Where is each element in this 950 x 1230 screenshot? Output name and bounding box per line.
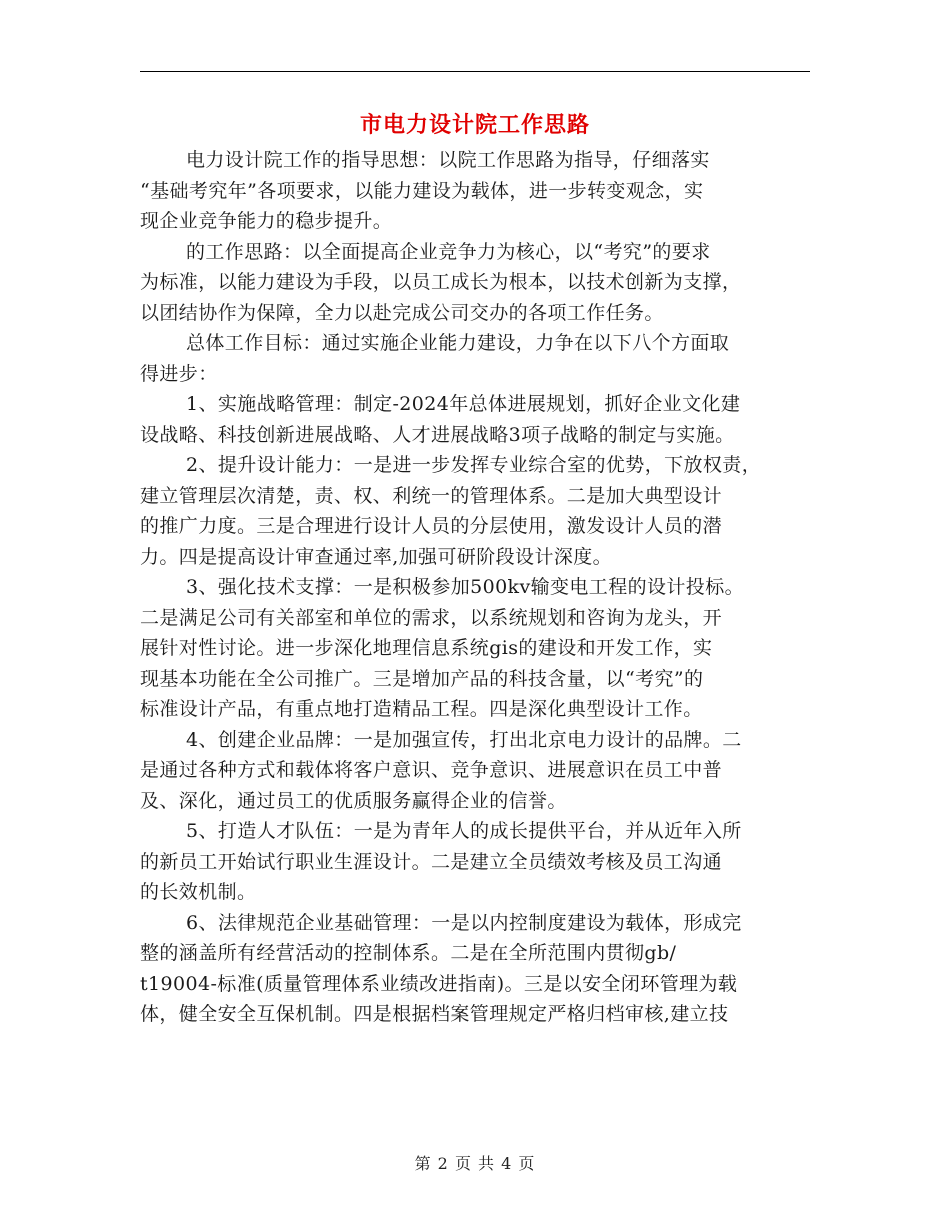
text-line: 是通过各种方式和载体将客户意识、竞争意识、进展意识在员工中普 xyxy=(140,759,723,781)
text-line: 二是满足公司有关部室和单位的需求，以系统规划和咨询为龙头，开 xyxy=(140,606,723,629)
text-line: 现企业竞争能力的稳步提升。 xyxy=(140,210,393,232)
text-line: t19004-标准(质量管理体系业绩改进指南)。三是以安全闭环管理为载 xyxy=(140,972,738,995)
text-line: 2、提升设计能力：一是进一步发挥专业综合室的优势，下放权责， xyxy=(186,454,762,476)
text-line: 展针对性讨论。进一步深化地理信息系统gis的建设和开发工作，实 xyxy=(140,637,713,659)
text-line: 建立管理层次清楚，责、权、利统一的管理体系。二是加大典型设计 xyxy=(140,484,723,507)
document-title: 市电力设计院工作思路 xyxy=(359,112,590,138)
text-line: 的推广力度。三是合理进行设计人员的分层使用，激发设计人员的潜 xyxy=(140,515,723,537)
text-line: 体，健全安全互保机制。四是根据档案管理规定严格归档审核,建立技 xyxy=(140,1003,729,1025)
header-rule xyxy=(140,71,810,72)
text-line: 力。四是提高设计审查通过率,加强可研阶段设计深度。 xyxy=(140,545,613,568)
text-line: 电力设计院工作的指导思想：以院工作思路为指导，仔细落实 xyxy=(186,149,710,171)
text-line: 以团结协作为保障，全力以赴完成公司交办的各项工作任务。 xyxy=(140,301,664,324)
text-line: 总体工作目标：通过实施企业能力建设，力争在以下八个方面取 xyxy=(186,332,730,354)
text-line: 得进步： xyxy=(140,362,218,385)
text-line: 6、法律规范企业基础管理：一是以内控制度建设为载体，形成完 xyxy=(186,911,742,934)
text-line: 及、深化，通过员工的优质服务赢得企业的信誉。 xyxy=(140,789,567,812)
page-number-footer: 第 2 页 共 4 页 xyxy=(414,1154,536,1173)
text-line: 3、强化技术支撑：一是积极参加500kv输变电工程的设计投标。 xyxy=(186,576,745,598)
text-line: “基础考究年”各项要求，以能力建设为载体，进一步转变观念，实 xyxy=(140,179,704,202)
text-line: 整的涵盖所有经营活动的控制体系。二是在全所范围内贯彻gb/ xyxy=(140,942,677,964)
text-line: 的工作思路：以全面提高企业竞争力为核心，以“考究”的要求 xyxy=(186,240,711,263)
text-line: 5、打造人才队伍：一是为青年人的成长提供平台，并从近年入所 xyxy=(186,820,742,842)
text-line: 4、创建企业品牌：一是加强宣传，打出北京电力设计的品牌。二 xyxy=(186,728,742,751)
text-line: 设战略、科技创新进展战略、人才进展战略3项子战略的制定与实施。 xyxy=(140,423,735,446)
document-body xyxy=(140,145,810,1030)
text-line: 现基本功能在全公司推广。三是增加产品的科技含量，以“考究”的 xyxy=(140,667,704,690)
text-line: 标准设计产品，有重点地打造精品工程。四是深化典型设计工作。 xyxy=(140,698,703,720)
text-line: 的新员工开始试行职业生涯设计。二是建立全员绩效考核及员工沟通 xyxy=(140,850,723,873)
text-line: 的长效机制。 xyxy=(140,881,257,903)
text-line: 为标准，以能力建设为手段，以员工成长为根本，以技术创新为支撑， xyxy=(140,271,742,293)
text-line: 1、实施战略管理：制定-2024年总体进展规划，抓好企业文化建 xyxy=(186,393,741,415)
